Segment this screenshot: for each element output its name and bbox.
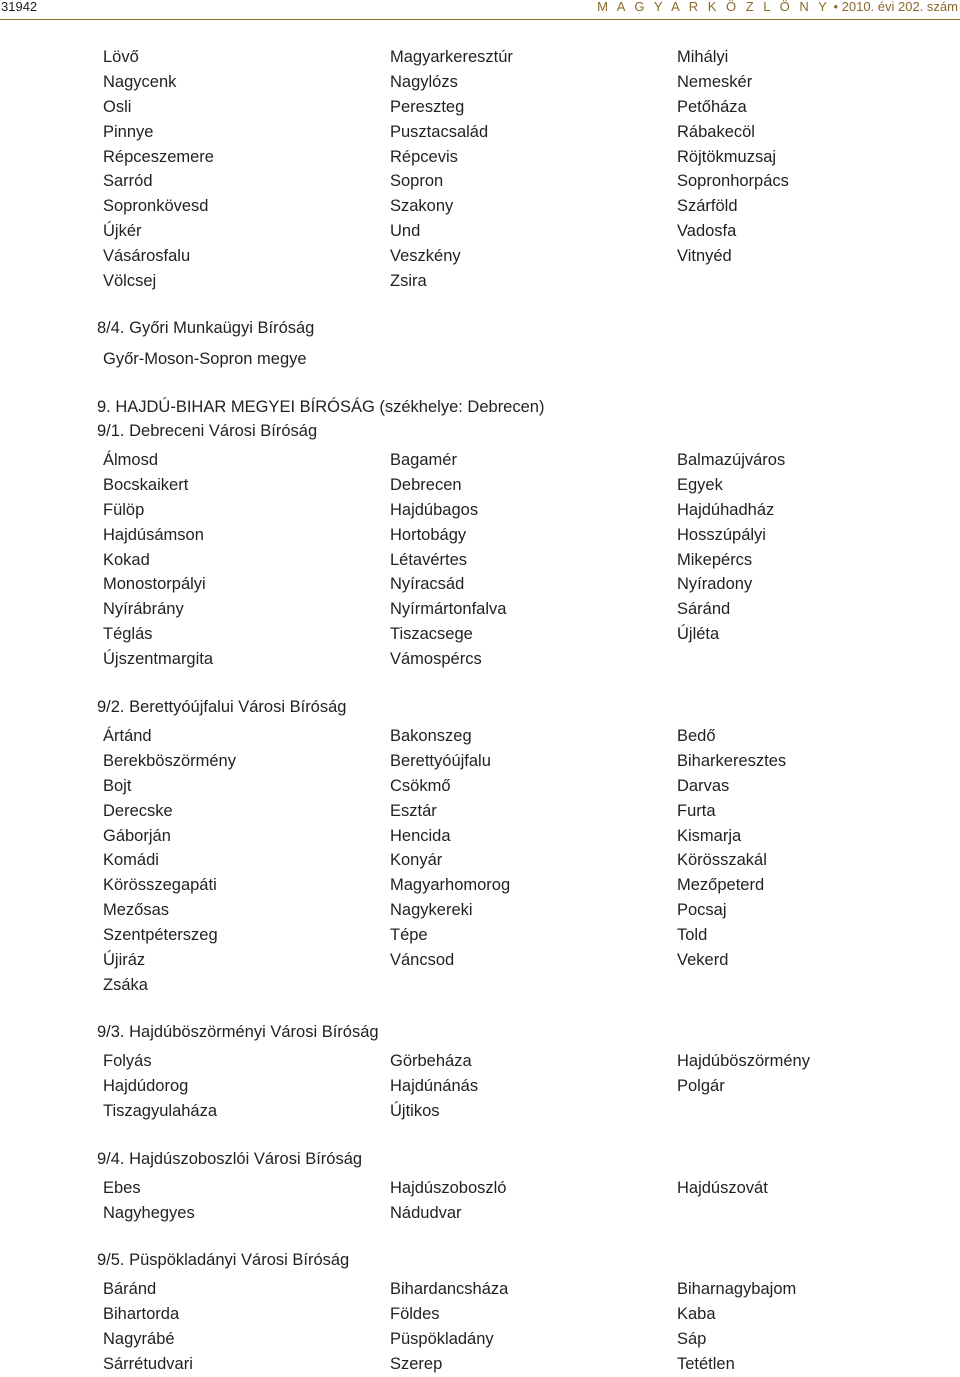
settlement-name: Nagycenk <box>103 72 177 91</box>
settlement-name: Esztár <box>390 801 437 820</box>
settlement-name: Bedő <box>677 727 716 745</box>
settlement-name: Osli <box>103 97 132 116</box>
journal-title: M A G Y A R K Ö Z L Ö N Y <box>597 0 830 14</box>
settlement-name: Magyarhomorog <box>390 876 511 895</box>
settlement-name: Hajdúhadház <box>677 500 775 519</box>
settlement-name: Sopronkövesd <box>103 197 209 216</box>
settlement-name: Kismarja <box>677 826 742 845</box>
settlement-name: Körösszegapáti <box>103 876 217 895</box>
settlement-name: Magyarkeresztúr <box>390 48 513 66</box>
settlement-name: Bojt <box>103 776 132 795</box>
settlement-name: Hajdúdorog <box>103 1076 189 1095</box>
settlement-name: Vekerd <box>677 951 729 970</box>
journal-header <box>597 0 958 14</box>
settlement-name: Nagyhegyes <box>103 1203 195 1222</box>
settlement-name: Told <box>677 926 708 945</box>
county-subheading: Győr-Moson-Sopron megye <box>103 350 307 368</box>
settlement-name: Nemeskér <box>677 72 753 91</box>
bullet-separator: • <box>833 0 839 14</box>
settlement-name: Konyár <box>390 851 443 870</box>
settlement-name: Bagamér <box>390 451 457 469</box>
settlement-name: Fülöp <box>103 500 145 519</box>
settlement-name: Tetétlen <box>677 1354 735 1373</box>
settlement-name: Tiszagyulaháza <box>103 1101 218 1120</box>
settlement-name: Répceszemere <box>103 147 214 166</box>
settlement-name: Földes <box>390 1304 440 1323</box>
settlement-name: Polgár <box>677 1076 725 1095</box>
settlement-name: Mezősas <box>103 901 170 920</box>
settlement-name: Mikepércs <box>677 550 753 569</box>
settlement-name: Monostorpályi <box>103 575 206 594</box>
settlement-name: Hajdúbagos <box>390 500 479 519</box>
court-heading-9-5: 9/5. Püspökladányi Városi Bíróság <box>97 1251 350 1269</box>
settlement-name: Ebes <box>103 1179 141 1197</box>
settlement-name: Hajdúszoboszló <box>390 1179 507 1197</box>
settlement-name: Nyírábrány <box>103 600 184 619</box>
settlement-name: Újtikos <box>390 1101 440 1120</box>
settlement-name: Vámospércs <box>390 650 482 669</box>
settlement-list-9-3 <box>103 1049 937 1124</box>
settlement-name: Bihartorda <box>103 1304 180 1323</box>
settlement-name: Pereszteg <box>390 97 465 116</box>
settlement-name: Váncsod <box>390 951 455 970</box>
section-heading-9: 9. HAJDÚ-BIHAR MEGYEI BÍRÓSÁG (székhelye: Debrecen) <box>97 398 545 416</box>
settlement-name: Pocsaj <box>677 901 727 920</box>
issue-label: 2010. évi 202. szám <box>841 0 958 14</box>
settlement-name: Zsira <box>390 272 427 291</box>
settlement-name: Pinnye <box>103 122 154 141</box>
settlement-name: Darvas <box>677 776 730 795</box>
settlement-name: Újszentmargita <box>103 650 214 669</box>
settlement-name: Derecske <box>103 801 173 820</box>
settlement-name: Bakonszeg <box>390 727 472 745</box>
settlement-name: Sarród <box>103 172 153 191</box>
settlement-name: Hajdúsámson <box>103 525 204 544</box>
settlement-name: Hajdúszovát <box>677 1179 768 1197</box>
settlement-name: Hosszúpályi <box>677 525 766 544</box>
settlement-name: Tépe <box>390 926 428 945</box>
settlement-name: Debrecen <box>390 475 462 494</box>
settlement-name: Folyás <box>103 1052 152 1070</box>
settlement-name: Görbeháza <box>390 1052 472 1070</box>
settlement-name: Veszkény <box>390 247 461 266</box>
page-number: 31942 <box>1 0 38 14</box>
settlement-name: Vitnyéd <box>677 247 732 266</box>
settlement-name: Szentpéterszeg <box>103 926 218 945</box>
settlement-name: Szárföld <box>677 197 738 216</box>
settlement-name: Gáborján <box>103 826 171 845</box>
settlement-name: Pusztacsalád <box>390 122 489 141</box>
settlement-name: Szakony <box>390 197 454 216</box>
settlement-list-9-4 <box>103 1176 937 1226</box>
settlement-name: Furta <box>677 801 716 820</box>
settlement-name: Röjtökmuzsaj <box>677 147 777 166</box>
header-rule <box>0 19 960 20</box>
settlement-list-9-1 <box>103 448 937 672</box>
settlement-list-9-2 <box>103 724 937 998</box>
settlement-name: Nyíracsád <box>390 575 465 594</box>
settlement-name: Újiráz <box>103 951 146 970</box>
settlement-name: Püspökladány <box>390 1329 494 1348</box>
settlement-name: Bocskaikert <box>103 475 189 494</box>
settlement-name: Báránd <box>103 1280 157 1298</box>
settlement-name: Nyíradony <box>677 575 753 594</box>
settlement-name: Lövő <box>103 48 139 66</box>
settlement-name: Körösszakál <box>677 851 767 870</box>
settlement-name: Sopronhorpács <box>677 172 789 191</box>
settlement-name: Nagylózs <box>390 72 458 91</box>
settlement-name: Kaba <box>677 1304 716 1323</box>
settlement-name: Újkér <box>103 222 142 241</box>
settlement-list-9-5 <box>103 1277 937 1377</box>
settlement-name: Szerep <box>390 1354 443 1373</box>
settlement-name: Egyek <box>677 475 723 494</box>
court-heading-9-3: 9/3. Hajdúböszörményi Városi Bíróság <box>97 1023 379 1041</box>
settlement-name: Berettyóújfalu <box>390 751 491 770</box>
settlement-name: Csökmő <box>390 776 451 795</box>
settlement-name: Biharnagybajom <box>677 1280 797 1298</box>
settlement-name: Nádudvar <box>390 1203 462 1222</box>
settlement-name: Répcevis <box>390 147 458 166</box>
settlement-name: Nyírmártonfalva <box>390 600 507 619</box>
court-heading-9-4: 9/4. Hajdúszoboszlói Városi Bíróság <box>97 1150 363 1168</box>
settlement-name: Komádi <box>103 851 159 870</box>
settlement-name: Kokad <box>103 550 150 569</box>
settlement-name: Sáránd <box>677 600 731 619</box>
settlement-name: Vadosfa <box>677 222 737 241</box>
settlement-name: Sáp <box>677 1329 707 1348</box>
settlement-name: Sárrétudvari <box>103 1354 193 1373</box>
settlement-name: Újléta <box>677 625 720 644</box>
settlement-name: Sopron <box>390 172 444 191</box>
settlement-name: Völcsej <box>103 272 157 291</box>
settlement-name: Zsáka <box>103 975 148 994</box>
settlement-name: Rábakecöl <box>677 122 755 141</box>
settlement-list-8-3-continued <box>103 45 937 294</box>
settlement-name: Tiszacsege <box>390 625 473 644</box>
settlement-name: Mihályi <box>677 48 729 66</box>
settlement-name: Petőháza <box>677 97 747 116</box>
settlement-name: Hortobágy <box>390 525 467 544</box>
settlement-name: Nagyrábé <box>103 1329 175 1348</box>
settlement-name: Ártánd <box>103 727 152 745</box>
settlement-name: Hajdúböszörmény <box>677 1052 810 1070</box>
settlement-name: Berekböszörmény <box>103 751 236 770</box>
settlement-name: Nagykereki <box>390 901 473 920</box>
court-heading-8-4: 8/4. Győri Munkaügyi Bíróság <box>97 319 315 337</box>
settlement-name: Hencida <box>390 826 451 845</box>
settlement-name: Vásárosfalu <box>103 247 191 266</box>
settlement-name: Balmazújváros <box>677 451 786 469</box>
settlement-name: Bihardancsháza <box>390 1280 509 1298</box>
settlement-name: Álmosd <box>103 451 159 469</box>
court-heading-9-1: 9/1. Debreceni Városi Bíróság <box>97 422 318 440</box>
page-header <box>0 0 960 20</box>
settlement-name: Biharkeresztes <box>677 751 787 770</box>
settlement-name: Mezőpeterd <box>677 876 765 895</box>
settlement-name: Und <box>390 222 421 241</box>
settlement-name: Hajdúnánás <box>390 1076 479 1095</box>
settlement-name: Létavértes <box>390 550 468 569</box>
settlement-name: Téglás <box>103 625 153 644</box>
court-heading-9-2: 9/2. Berettyóújfalui Városi Bíróság <box>97 698 347 716</box>
